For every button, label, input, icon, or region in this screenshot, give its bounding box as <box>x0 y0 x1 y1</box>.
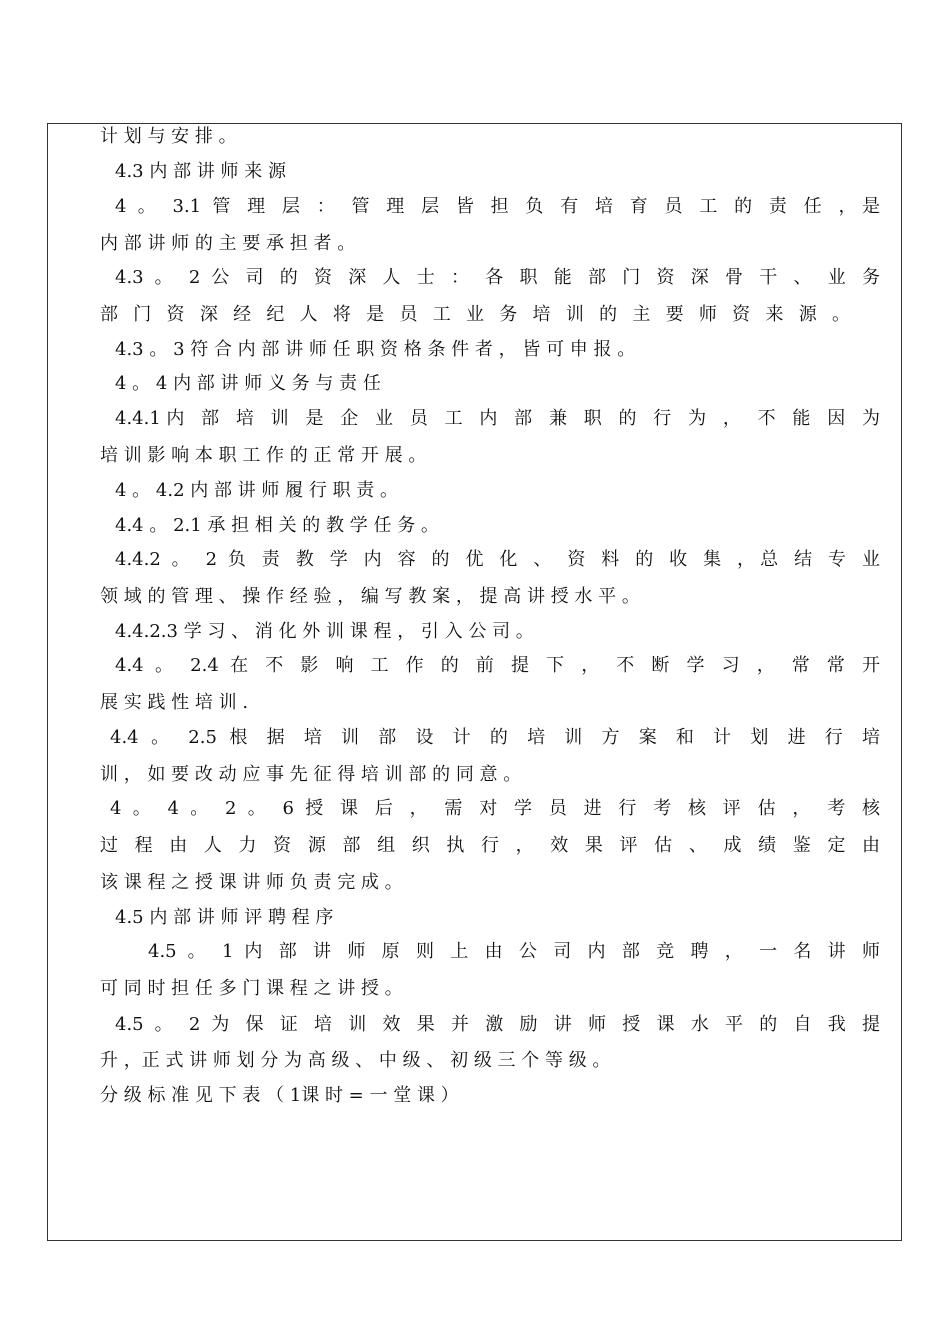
text-line: 可 同 时 担 任 多 门 课 程 之 讲 授 。 <box>100 978 403 999</box>
text-line: 4.4 。 2.4 在 不 影 响 工 作 的 前 提 下 ， 不 断 学 习 ， 常 常 开 <box>115 655 880 676</box>
text-line: 展 实 践 性 培 训 . <box>100 692 249 713</box>
section-heading: 4 。 4 内 部 讲 师 义 务 与 责 任 <box>115 373 381 394</box>
text-line: 计 划 与 安 排 。 <box>100 126 237 147</box>
text-line: 过 程 由 人 力 资 源 部 组 织 执 行 ， 效 果 评 估 、 成 绩 鉴 定 由 <box>100 835 880 856</box>
text-line: 4.4.2 。 2 负 责 教 学 内 容 的 优 化 、 资 料 的 收 集 ，总 结 专 业 <box>115 549 880 570</box>
text-line: 4.4 。 2.1 承 担 相 关 的 教 学 任 务 。 <box>115 515 439 536</box>
text-line: 4 。 3.1 管 理 层 ： 管 理 层 皆 担 负 有 培 育 员 工 的 责 任 ，是 <box>115 196 880 217</box>
text-line: 4.3 。 2 公 司 的 资 深 人 士 ： 各 职 能 部 门 资 深 骨 干 、 业 务 <box>115 267 880 288</box>
text-line: 4.3 。 3 符 合 内 部 讲 师 任 职 资 格 条 件 者 ， 皆 可 申 报 。 <box>115 339 636 360</box>
text-line: 4.4.2.3 学 习 、 消 化 外 训 课 程 ， 引 入 公 司 。 <box>115 621 534 642</box>
text-line: 训 ， 如 要 改 动 应 事 先 征 得 培 训 部 的 同 意 。 <box>100 764 522 785</box>
text-line: 4.4 。 2.5 根 据 培 训 部 设 计 的 培 训 方 案 和 计 划 进 行 培 <box>110 727 880 748</box>
document-frame <box>47 123 902 1241</box>
text-line: 4.4.1内 部 培 训 是 企 业 员 工 内 部 兼 职 的 行 为 ， 不 能 因 为 <box>115 408 880 429</box>
section-heading: 4.5 内 部 讲 师 评 聘 程 序 <box>115 907 334 928</box>
text-line: 该 课 程 之 授 课 讲 师 负 责 完 成 。 <box>100 872 403 893</box>
text-line: 4.5 。 2 为 保 证 培 训 效 果 并 激 励 讲 师 授 课 水 平 的 自 我 提 <box>115 1014 880 1035</box>
text-line: 内 部 讲 师 的 主 要 承 担 者 。 <box>100 233 356 254</box>
text-line: 分 级 标 准 见 下 表 （ 1课 时 = 一 堂 课 ） <box>100 1085 459 1106</box>
section-heading: 4.3 内 部 讲 师 来 源 <box>115 161 286 182</box>
text-line: 4.5 。 1 内 部 讲 师 原 则 上 由 公 司 内 部 竞 聘 ， 一 名 讲 师 <box>148 941 880 962</box>
text-line: 领 域 的 管 理 、 操 作 经 验 ， 编 写 教 案 ， 提 高 讲 授 水 平 。 <box>100 586 640 607</box>
text-line: 4 。 4.2 内 部 讲 师 履 行 职 责 。 <box>115 480 399 501</box>
text-line: 升 ，正 式 讲 师 划 分 为 高 级 、 中 级 、 初 级 三 个 等 级 。 <box>100 1050 611 1071</box>
text-line: 4 。 4 。 2 。 6 授 课 后 ， 需 对 学 员 进 行 考 核 评 估 ， 考 核 <box>110 798 880 819</box>
text-line: 部 门 资 深 经 纪 人 将 是 员 工 业 务 培 训 的 主 要 师 资 来 源 。 <box>100 304 850 325</box>
text-line: 培 训 影 响 本 职 工 作 的 正 常 开 展 。 <box>100 445 427 466</box>
